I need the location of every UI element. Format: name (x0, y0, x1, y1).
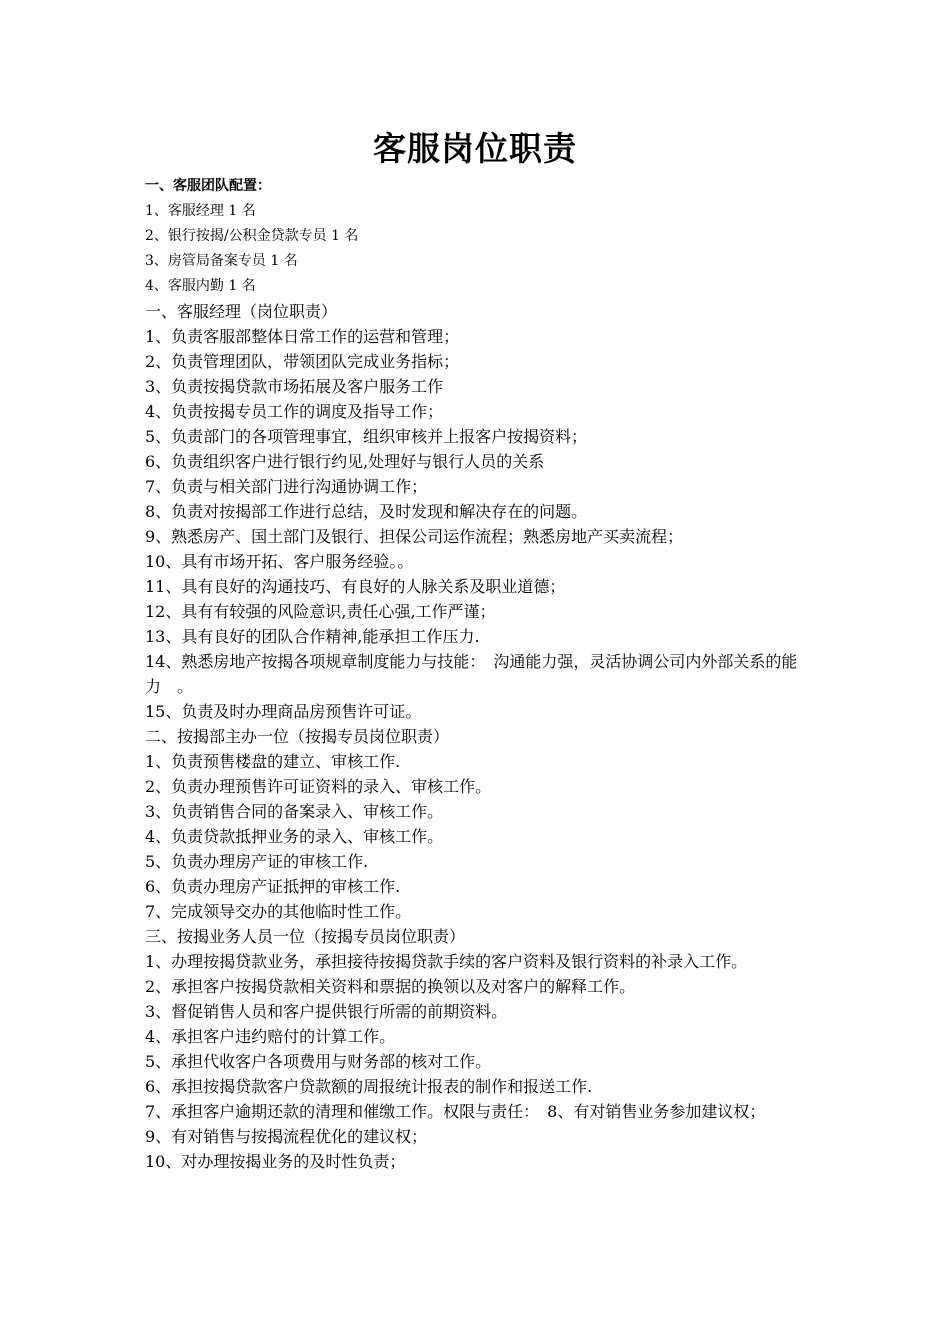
duty-item: 9、有对销售与按揭流程优化的建议权； (145, 1127, 428, 1146)
duty-item: 5、负责部门的各项管理事宜，组织审核并上报客户按揭资料； (145, 427, 588, 446)
duty-item: 11、具有良好的沟通技巧、有良好的人脉关系及职业道德； (145, 577, 566, 596)
duty-item: 3、负责销售合同的备案录入、审核工作。 (145, 802, 444, 821)
team-config-item: 3、房管局备案专员 1 名 (145, 253, 298, 269)
duty-item: 1、负责预售楼盘的建立、审核工作. (145, 752, 401, 771)
duty-item: 12、具有有较强的风险意识,责任心强,工作严谨； (145, 602, 496, 621)
duty-item: 9、熟悉房产、国土部门及银行、担保公司运作流程；熟悉房地产买卖流程； (145, 527, 684, 546)
section-heading-manager: 一、客服经理（岗位职责） (145, 302, 338, 321)
section-heading-mortgage-staff: 三、按揭业务人员一位（按揭专员岗位职责） (145, 927, 466, 946)
duty-item: 14、熟悉房地产按揭各项规章制度能力与技能： 沟通能力强，灵活协调公司内外部关系的能力 。 (145, 652, 798, 696)
duty-item: 5、承担代收客户各项费用与财务部的核对工作。 (145, 1052, 492, 1071)
document-body (145, 174, 813, 1174)
duty-item: 10、对办理按揭业务的及时性负责； (145, 1152, 406, 1171)
duty-item: 2、负责办理预售许可证资料的录入、审核工作。 (145, 777, 492, 796)
duty-item: 3、督促销售人员和客户提供银行所需的前期资料。 (145, 1002, 508, 1021)
duty-item: 7、完成领导交办的其他临时性工作。 (145, 902, 412, 921)
team-config-item: 2、银行按揭/公积金贷款专员 1 名 (145, 228, 359, 244)
duty-item: 4、承担客户违约赔付的计算工作。 (145, 1027, 396, 1046)
duty-item: 1、办理按揭贷款业务，承担接待按揭贷款手续的客户资料及银行资料的补录入工作。 (145, 952, 748, 971)
duty-item: 4、负责贷款抵押业务的录入、审核工作。 (145, 827, 444, 846)
duty-item: 7、承担客户逾期还款的清理和催缴工作。权限与责任： 8、有对销售业务参加建议权； (145, 1102, 766, 1121)
duty-item: 10、具有市场开拓、客户服务经验。。 (145, 552, 414, 571)
duty-item: 6、负责办理房产证抵押的审核工作. (145, 877, 401, 896)
duty-item: 2、负责管理团队，带领团队完成业务指标； (145, 352, 460, 371)
duty-item: 5、负责办理房产证的审核工作. (145, 852, 369, 871)
team-config-heading: 一、客服团队配置： (145, 178, 271, 194)
duty-item: 13、具有良好的团队合作精神,能承担工作压力. (145, 627, 480, 646)
team-config-item: 4、客服内勤 1 名 (145, 278, 256, 294)
duty-item: 1、负责客服部整体日常工作的运营和管理； (145, 327, 460, 346)
duty-item: 8、负责对按揭部工作进行总结，及时发现和解决存在的问题。 (145, 502, 588, 521)
section-heading-mortgage-lead: 二、按揭部主办一位（按揭专员岗位职责） (145, 727, 450, 746)
duty-item: 15、负责及时办理商品房预售许可证。 (145, 702, 422, 721)
duty-item: 7、负责与相关部门进行沟通协调工作； (145, 477, 428, 496)
duty-item: 6、承担按揭贷款客户贷款额的周报统计报表的制作和报送工作. (145, 1077, 593, 1096)
duty-item: 6、负责组织客户进行银行约见,处理好与银行人员的关系 (145, 452, 545, 471)
duty-item: 3、负责按揭贷款市场拓展及客户服务工作 (145, 377, 444, 396)
duty-item: 4、负责按揭专员工作的调度及指导工作； (145, 402, 444, 421)
duty-item: 2、承担客户按揭贷款相关资料和票据的换领以及对客户的解释工作。 (145, 977, 636, 996)
page-title: 客服岗位职责 (373, 129, 577, 168)
team-config-item: 1、客服经理 1 名 (145, 203, 256, 219)
